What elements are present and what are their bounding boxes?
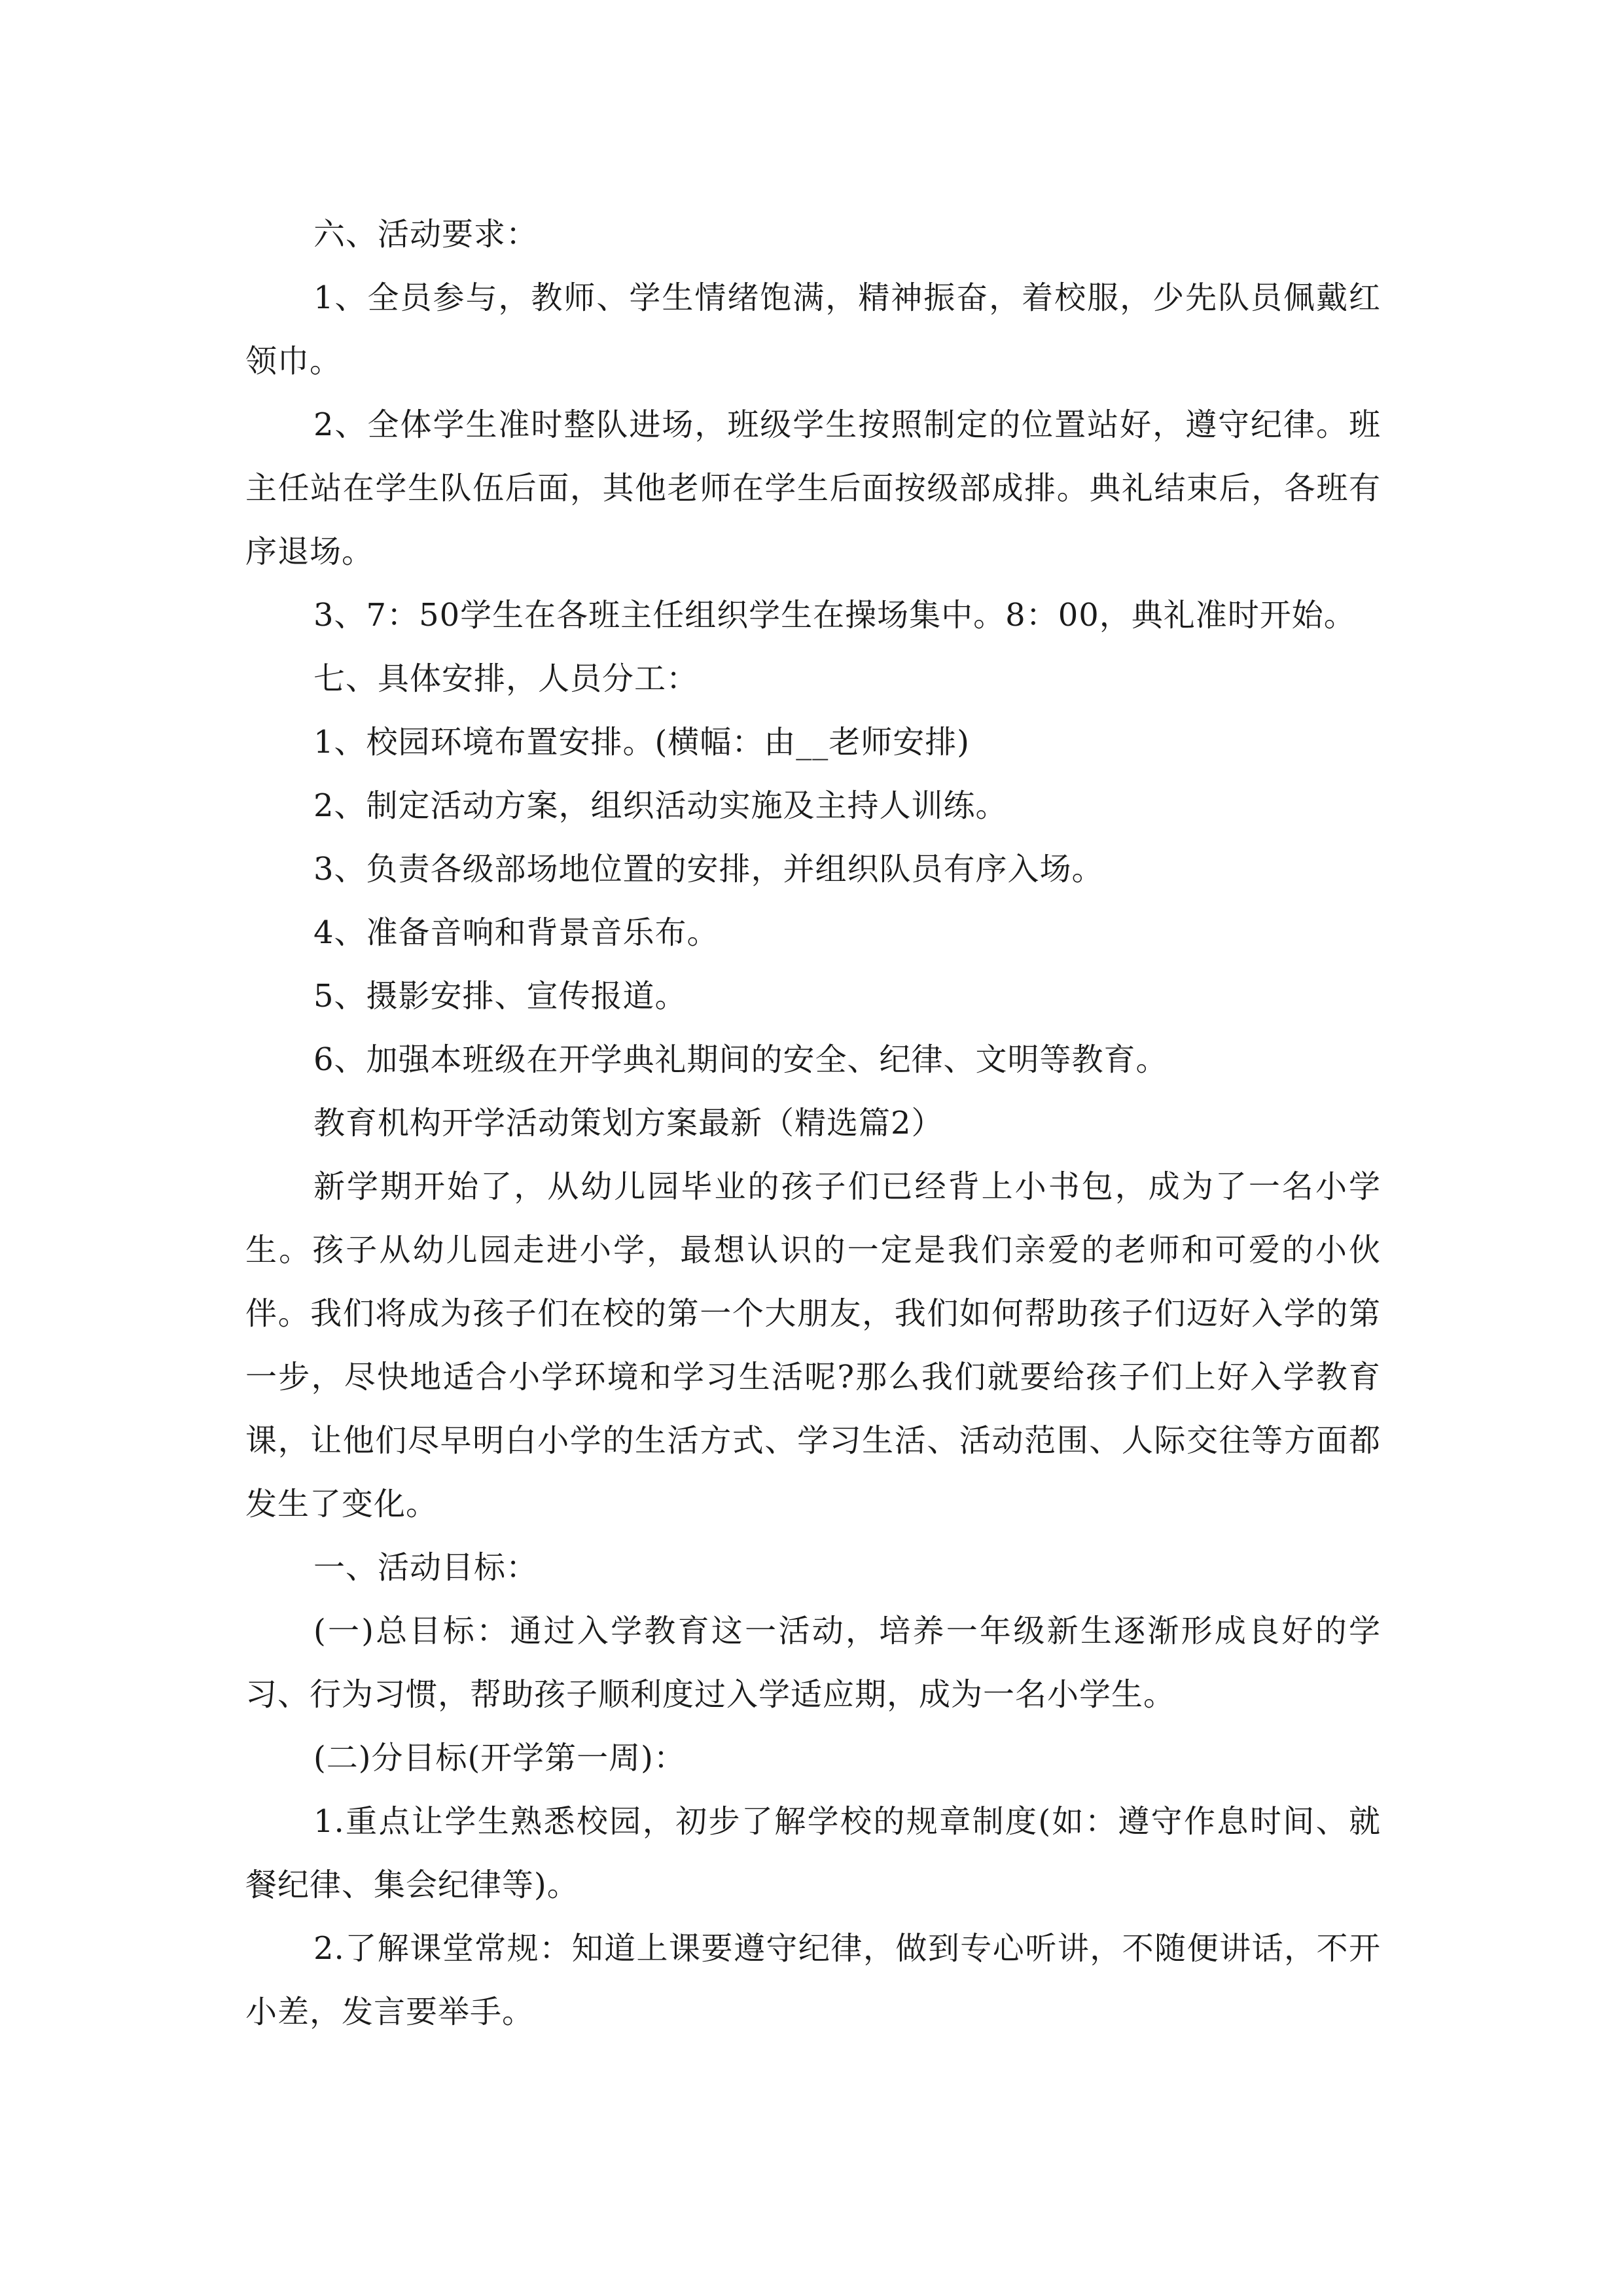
document-page	[245, 203, 1381, 2044]
paragraph: 新学期开始了，从幼儿园毕业的孩子们已经背上小书包，成为了一名小学生。孩子从幼儿园走进小学，最想认识的一定是我们亲爱的老师和可爱的小伙伴。我们将成为孩子们在校的第一个大朋友，我们如何帮助孩子们迈好入学的第一步，尽快地适合小学环境和学习生活呢?那么我们就要给孩子们上好入学教育课，让他们尽早明白小学的生活方式、学习生活、活动范围、人际交往等方面都发生了变化。	[245, 1168, 1381, 1522]
paragraph: 1、校园环境布置安排。(横幅：由__老师安排)	[313, 724, 970, 761]
paragraph: 3、7：50学生在各班主任组织学生在操场集中。8：00，典礼准时开始。	[313, 597, 1356, 634]
subsection-heading: (二)分目标(开学第一周)：	[313, 1740, 686, 1776]
paragraph: 5、摄影安排、宣传报道。	[313, 978, 687, 1014]
paragraph: 1、全员参与，教师、学生情绪饱满，精神振奋，着校服，少先队员佩戴红领巾。	[245, 279, 1381, 380]
section-heading-requirements: 六、活动要求：	[313, 216, 539, 253]
paragraph: 6、加强本班级在开学典礼期间的安全、纪律、文明等教育。	[313, 1041, 1168, 1078]
paragraph: 4、准备音响和背景音乐布。	[313, 914, 719, 951]
paragraph: (一)总目标：通过入学教育这一活动，培养一年级新生逐渐形成良好的学习、行为习惯，帮助孩子顺利度过入学适应期，成为一名小学生。	[245, 1613, 1381, 1713]
section-heading-arrangement: 七、具体安排，人员分工：	[313, 660, 699, 697]
paragraph: 3、负责各级部场地位置的安排，并组织队员有序入场。	[313, 851, 1104, 888]
article-title: 教育机构开学活动策划方案最新（精选篇2）	[313, 1105, 944, 1141]
paragraph: 2、制定活动方案，组织活动实施及主持人训练。	[313, 787, 1008, 824]
paragraph: 1.重点让学生熟悉校园，初步了解学校的规章制度(如：遵守作息时间、就餐纪律、集会纪律等)。	[245, 1803, 1381, 1903]
paragraph: 2.了解课堂常规：知道上课要遵守纪律，做到专心听讲，不随便讲话，不开小差，发言要举手。	[245, 1930, 1381, 2030]
section-heading-goals: 一、活动目标：	[313, 1549, 539, 1586]
paragraph: 2、全体学生准时整队进场，班级学生按照制定的位置站好，遵守纪律。班主任站在学生队伍后面，其他老师在学生后面按级部成排。典礼结束后，各班有序退场。	[245, 406, 1381, 570]
